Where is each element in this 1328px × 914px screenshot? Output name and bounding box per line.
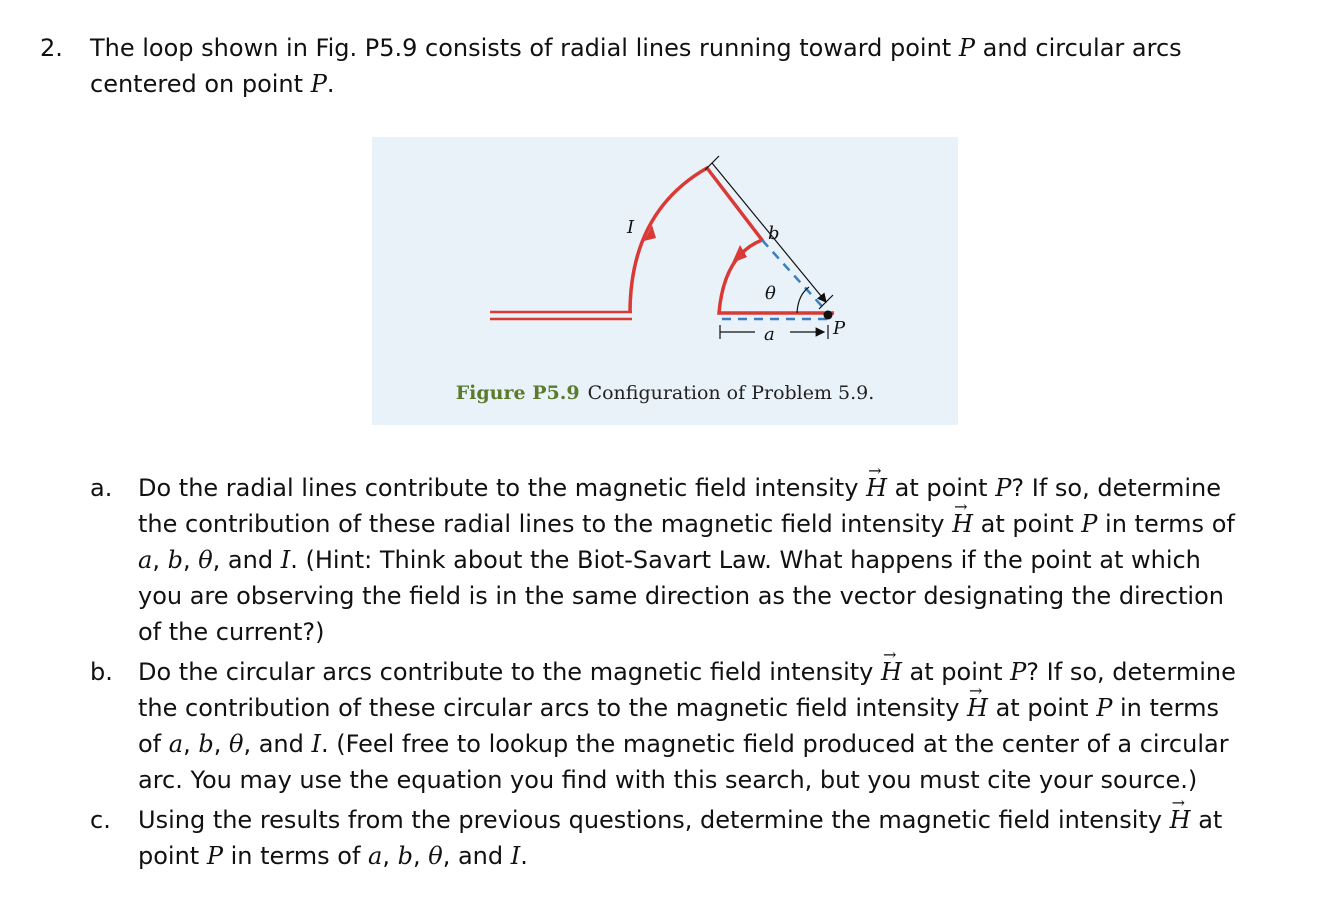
caption-label: Figure P5.9 (455, 382, 580, 404)
h-vector: → H (881, 654, 902, 690)
current-loop (630, 168, 834, 313)
h-vector: → H (1170, 802, 1191, 838)
h-vector: → H (967, 690, 988, 726)
question-a: a. Do the radial lines contribute to the magnetic field intensity → H at point P? If so, determine the contribution of these radial lines to the magnetic field intensity → H at point P in terms of a, b, θ, and I. (Hint: Think about the Biot-Savart Law. What happens if the point at which you are observing the field is in the same direction as the vector designating the direction of the current?) (90, 470, 1245, 650)
question-list (90, 470, 1245, 878)
question-label: a. (90, 474, 113, 502)
label-b: b (768, 223, 780, 244)
h-vector: → H (952, 506, 973, 542)
question-b: b. Do the circular arcs contribute to the magnetic field intensity → H at point P? If so, determine the contribution of these circular arcs to the magnetic field intensity → H at point P in terms of a, b, θ, and I. (Feel free to lookup the magnetic field produced at the center of a circular arc. You may use the equation you find with this search, but you must cite your source.) (90, 654, 1245, 798)
figure-caption (372, 382, 958, 404)
label-current: I (627, 217, 635, 238)
question-label: c. (90, 806, 111, 834)
question-label: b. (90, 658, 113, 686)
point-symbol: P (958, 34, 975, 62)
point-symbol: P (310, 70, 327, 98)
label-p: P (833, 318, 846, 339)
point-p-dot (824, 311, 833, 320)
question-c: c. Using the results from the previous questions, determine the magnetic field intensity → H at point P in terms of a, b, θ, and I. (90, 802, 1245, 874)
figure-p5-9 (372, 137, 958, 425)
current-arrow (732, 245, 747, 263)
caption-text: Configuration of Problem 5.9. (587, 382, 875, 404)
problem-statement (40, 30, 1250, 102)
h-vector: → H (866, 470, 887, 506)
label-a: a (764, 324, 775, 345)
problem-text: The loop shown in Fig. P5.9 consists of radial lines running toward point P and circular arcs centered on point P. (90, 34, 1182, 98)
label-theta: θ (765, 283, 776, 304)
problem-number: 2. (40, 34, 63, 62)
